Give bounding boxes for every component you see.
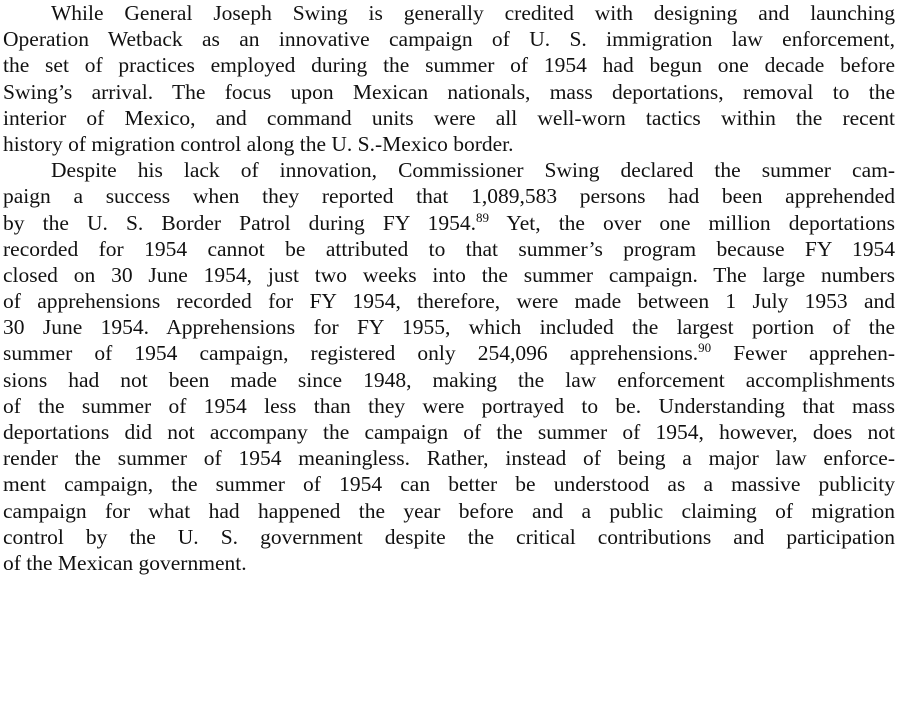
text-line: the set of practices employed during the summer of 1954 had begun one decade before (3, 53, 895, 78)
text-line: control by the U. S. government despite the critical contributions and participation (3, 524, 895, 549)
text-line (3, 210, 895, 236)
text-segment: Fewer apprehen- (711, 341, 895, 366)
text-line: of apprehensions recorded for FY 1954, therefore, were made between 1 July 1953 and (3, 289, 895, 314)
text-line: of the Mexican government. (3, 550, 247, 575)
text-segment: summer of 1954 campaign, registered only 254,096 apprehensions. (3, 341, 699, 366)
text-line: Operation Wetback as an innovative campaign of U. S. immigration law enforcement, (3, 27, 895, 52)
text-line: deportations did not accompany the campaign of the summer of 1954, however, does not (3, 420, 895, 444)
text-line: of the summer of 1954 less than they were portrayed to be. Understanding that mass (3, 393, 895, 418)
text-segment: by the U. S. Border Patrol during FY 1954. (3, 210, 477, 235)
text-line: render the summer of 1954 meaningless. Rather, instead of being a major law enforce- (3, 446, 895, 471)
text-line: sions had not been made since 1948, making the law enforcement accomplishments (3, 367, 895, 392)
text-segment: Yet, the over one million deportations (489, 210, 895, 235)
text-line: While General Joseph Swing is generally credited with designing and launching (51, 1, 895, 25)
document-page (3, 0, 895, 576)
text-line: Despite his lack of innovation, Commissioner Swing declared the summer cam- (51, 158, 895, 183)
text-line: recorded for 1954 cannot be attributed to that summer’s program because FY 1954 (3, 236, 895, 261)
paragraph-1 (3, 0, 895, 157)
footnote-marker-89: 89 (476, 209, 490, 225)
text-line: history of migration control along the U. S.-Mexico border. (3, 131, 514, 156)
text-line: campaign for what had happened the year before and a public claiming of migration (3, 498, 895, 523)
text-line: paign a success when they reported that 1,089,583 persons had been apprehended (3, 184, 895, 209)
paragraph-2 (3, 157, 895, 576)
text-line: ment campaign, the summer of 1954 can better be understood as a massive publicity (3, 472, 895, 497)
text-line: Swing’s arrival. The focus upon Mexican nationals, mass deportations, removal to the (3, 79, 895, 104)
text-line: interior of Mexico, and command units were all well-worn tactics within the recent (3, 105, 895, 130)
text-line: 30 June 1954. Apprehensions for FY 1955, which included the largest portion of the (3, 315, 895, 340)
footnote-marker-90: 90 (698, 340, 712, 356)
text-line: closed on 30 June 1954, just two weeks into the summer campaign. The large numbers (3, 262, 895, 287)
text-line (3, 340, 895, 366)
